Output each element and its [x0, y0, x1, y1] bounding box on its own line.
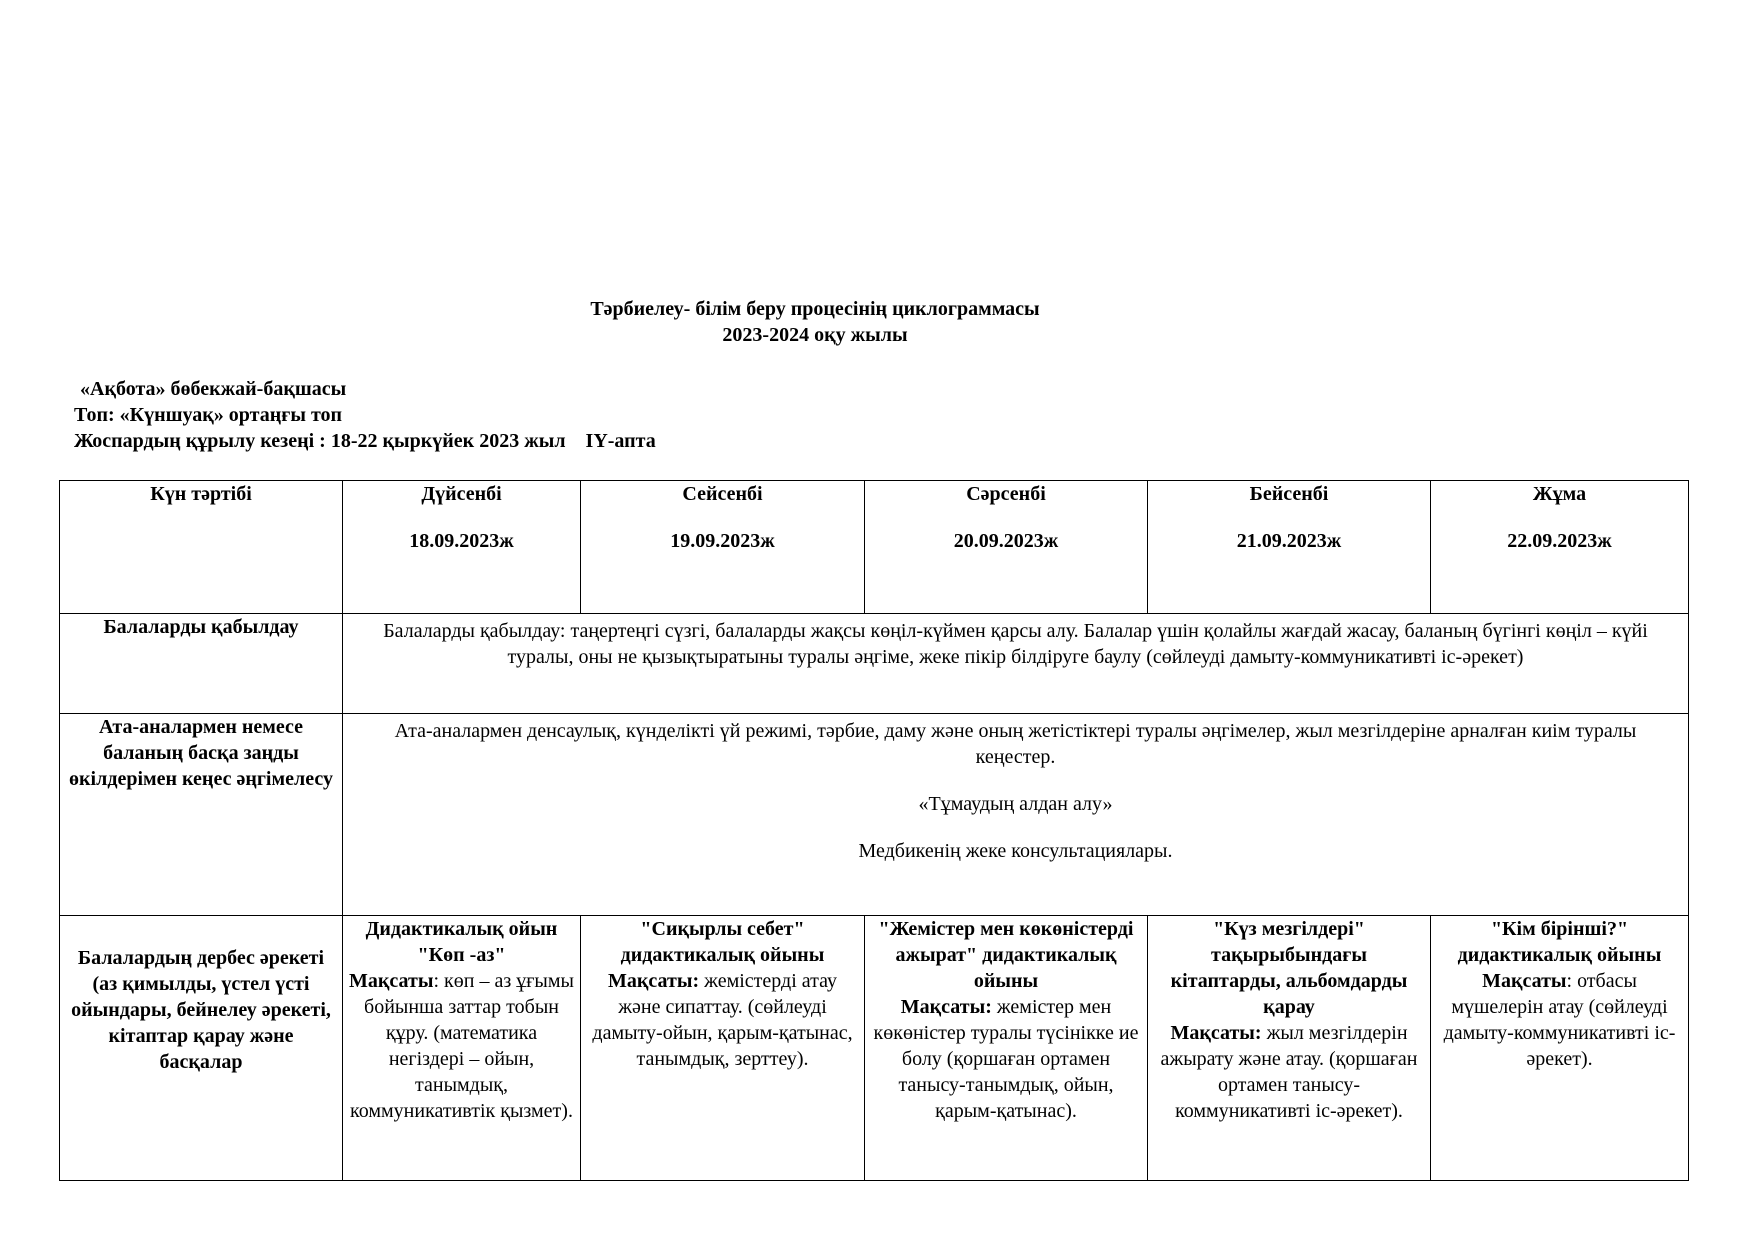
day-date: 22.09.2023ж: [1507, 530, 1612, 552]
reception-text: [343, 614, 1689, 714]
day-name: Дүйсенбі: [421, 483, 502, 505]
parents-paragraph: Медбикенің жеке консультациялары.: [858, 840, 1173, 862]
period: Жоспардың құрылу кезеңі : 18-22 қыркүйек 2023 жыл ІҮ-апта: [74, 430, 656, 452]
header-day-friday: [1431, 481, 1689, 614]
goal-text: : көп – аз ұғымы бойынша заттар тобын құру. (математика негіздері – ойын, танымдық, коммуникативтік қызмет).: [350, 970, 574, 1122]
document-title: [0, 296, 1630, 348]
organization: «Ақбота» бөбекжай-бақшасы: [80, 378, 347, 400]
header-day-monday: [343, 481, 581, 614]
table-header-row: [60, 481, 1689, 614]
parents-paragraph: «Тұмаудың алдан алу»: [918, 793, 1113, 815]
goal-text: жыл мезгілдерін ажырату және атау. (қоршаған ортамен танысу-коммуникативті іс-әрекет).: [1160, 1022, 1418, 1122]
activity-goal: [587, 968, 858, 1072]
day-name: Сейсенбі: [682, 483, 763, 505]
goal-text: жемістер мен көкөністер туралы түсінікке ие болу (қоршаған ортамен танысу-танымдық, ойын, қарым-қатынас).: [873, 996, 1139, 1122]
header-day-tuesday: [581, 481, 865, 614]
header-schedule: Күн тәртібі: [60, 481, 343, 614]
goal-label: Мақсаты:: [1170, 1022, 1262, 1044]
day-date: 20.09.2023ж: [953, 530, 1059, 552]
day-name: Жұма: [1532, 483, 1587, 505]
row-label-free-activity: Балалардың дербес әрекеті (аз қимылды, үстел үсті ойындары, бейнелеу әрекеті, кітаптар қарау және басқалар: [60, 916, 343, 1181]
day-name: Бейсенбі: [1249, 483, 1329, 505]
activity-goal: [1154, 1020, 1424, 1124]
day-name: Сәрсенбі: [966, 483, 1046, 505]
activity-title: Дидактикалық ойын "Көп -аз": [365, 918, 558, 966]
title-line-2: 2023-2024 оқу жылы: [722, 324, 908, 346]
row-label-reception: Балаларды қабылдау: [60, 614, 343, 714]
free-activity-monday: [343, 916, 581, 1181]
schedule-table: [59, 480, 1689, 1181]
free-activity-thursday: [1148, 916, 1431, 1181]
free-activity-wednesday: [865, 916, 1148, 1181]
day-date: 18.09.2023ж: [409, 530, 514, 552]
activity-goal: [349, 968, 574, 1124]
goal-label: Мақсаты: [1482, 970, 1567, 992]
group: Топ: «Күншуақ» ортаңғы топ: [74, 404, 343, 426]
goal-label: Мақсаты: [349, 970, 434, 992]
activity-title: "Сиқырлы себет" дидактикалық ойыны: [620, 918, 825, 966]
goal-text: жемістерді атау және сипаттау. (сөйлеуді дамыту-ойын, қарым-қатынас, танымдық, зерттеу).: [592, 970, 853, 1070]
table-row-parents: [60, 714, 1689, 916]
row-label-parents: Ата-аналармен немесе баланың басқа заңды өкілдерімен кеңес әңгімелесу: [60, 714, 343, 916]
title-line-1: Тәрбиелеу- білім беру процесінің циклограммасы: [590, 298, 1040, 320]
free-activity-friday: [1431, 916, 1689, 1181]
activity-goal: [1437, 968, 1682, 1072]
document-info: [74, 376, 656, 454]
activity-title: "Күз мезгілдері" тақырыбындағы кітаптарды, альбомдарды қарау: [1170, 918, 1408, 1018]
header-day-thursday: [1148, 481, 1431, 614]
parents-text: [343, 714, 1689, 916]
goal-label: Мақсаты:: [608, 970, 700, 992]
goal-label: Мақсаты:: [900, 996, 992, 1018]
header-day-wednesday: [865, 481, 1148, 614]
goal-text: : отбасы мүшелерін атау (сөйлеуді дамыту-коммуникативті іс-әрекет).: [1443, 970, 1676, 1070]
free-activity-tuesday: [581, 916, 865, 1181]
table-row-reception: [60, 614, 1689, 714]
table-row-free-activity: [60, 916, 1689, 1181]
activity-title: "Жемістер мен көкөністерді ажырат" дидактикалық ойыны: [878, 918, 1134, 992]
parents-paragraph: Ата-аналармен денсаулық, күнделікті үй режимі, тәрбие, даму және оның жетістіктері туралы әңгімелер, жыл мезгілдеріне арналған киім туралы кеңестер.: [394, 720, 1637, 768]
activity-goal: [871, 994, 1141, 1124]
activity-title: "Кім бірінші?" дидактикалық ойыны: [1457, 918, 1662, 966]
day-date: 19.09.2023ж: [670, 530, 775, 552]
day-date: 21.09.2023ж: [1236, 530, 1342, 552]
reception-paragraph: Балаларды қабылдау: таңертеңгі сүзгі, балаларды жақсы көңіл-күймен қарсы алу. Балалар үшін қолайлы жағдай жасау, баланың бүгінгі көңіл – күйі туралы, оны не қызықтыратыны туралы әңгіме, жеке пікір білдіруге баулу (сөйлеуді дамыту-коммуникативті іс-әрекет): [383, 620, 1648, 668]
